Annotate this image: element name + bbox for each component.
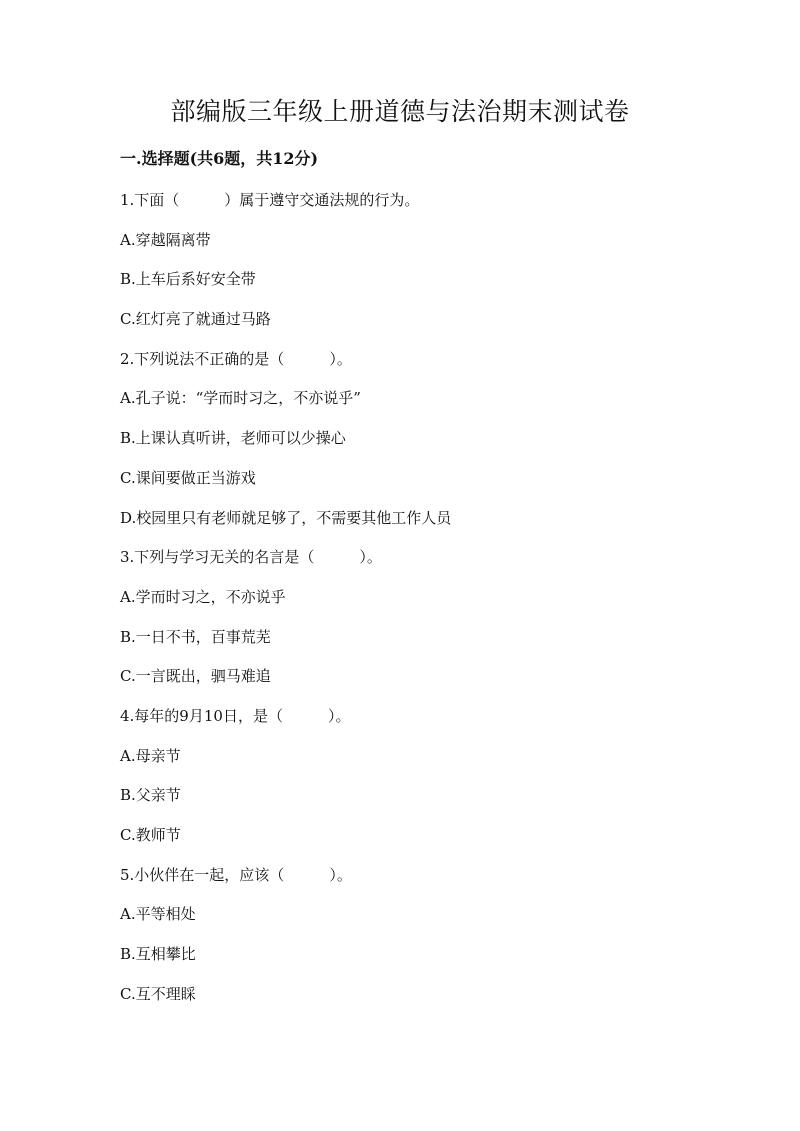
question-4-option-b: B.父亲节 [120, 786, 181, 805]
question-2-option-c: C.课间要做正当游戏 [120, 468, 256, 487]
question-3-option-b: B.一日不书，百事荒芜 [120, 627, 271, 646]
question-list [120, 181, 700, 1014]
question-5-stem: 5.小伙伴在一起，应该（ ）。 [120, 865, 352, 884]
question-1-stem: 1.下面（ ）属于遵守交通法规的行为。 [120, 191, 420, 209]
question-2-option-d: D.校园里只有老师就足够了，不需要其他工作人员 [120, 508, 452, 527]
question-3-option-a: A.学而时习之，不亦说乎 [120, 587, 286, 606]
question-1-option-c: C.红灯亮了就通过马路 [120, 310, 271, 329]
page-title: 部编版三年级上册道德与法治期末测试卷 [170, 97, 630, 126]
question-2-option-b: B.上课认真听讲，老师可以少操心 [120, 429, 346, 448]
question-5-option-b: B.互相攀比 [120, 945, 196, 964]
question-4-option-a: A.母亲节 [120, 746, 181, 765]
question-4-option-c: C.教师节 [120, 826, 181, 844]
question-2-stem: 2.下列说法不正确的是（ ）。 [120, 349, 352, 368]
question-5-option-c: C.互不理睬 [120, 984, 196, 1003]
question-3-option-c: C.一言既出，驷马难追 [120, 667, 271, 686]
section-heading: 一.选择题(共6题，共12分) [120, 149, 319, 168]
question-1-option-a: A.穿越隔离带 [120, 230, 211, 249]
question-2-option-a: A.孔子说：“学而时习之，不亦说乎” [120, 389, 361, 408]
question-3-stem: 3.下列与学习无关的名言是（ ）。 [120, 548, 382, 567]
question-5-option-a: A.平等相处 [120, 905, 196, 924]
question-4-stem: 4.每年的9月10日，是（ ）。 [120, 706, 351, 725]
question-1-option-b: B.上车后系好安全带 [120, 270, 256, 289]
